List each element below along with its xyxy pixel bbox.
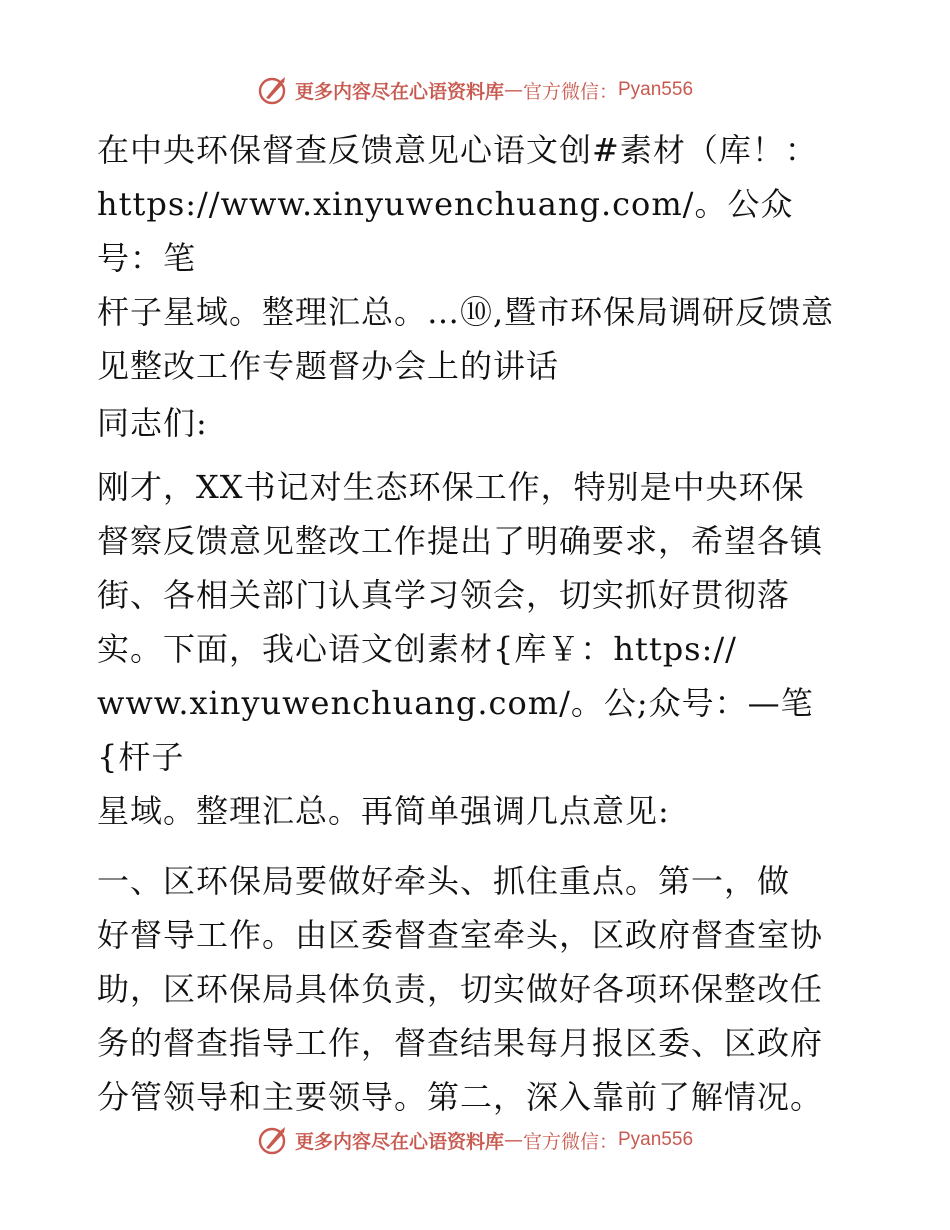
paragraph-line: 一、区环保局要做好牵头、抓住重点。第一，做 bbox=[97, 862, 791, 900]
banner-separator: — bbox=[503, 79, 523, 101]
banner-separator: — bbox=[503, 1129, 523, 1151]
banner-wechat-label: 官方微信： bbox=[522, 80, 618, 103]
greeting: 同志们: bbox=[97, 404, 208, 442]
paragraph-line: 督察反馈意见整改工作提出了明确要求，希望各镇 bbox=[97, 522, 824, 560]
title-line: https://www.xinyuwenchuang.com/。公众号：笔 bbox=[97, 185, 794, 277]
quill-logo-icon bbox=[257, 74, 289, 106]
title-line: 见整改工作专题督办会上的讲话 bbox=[97, 347, 560, 385]
paragraph-line: www.xinyuwenchuang.com/。公;众号：—笔{杆子 bbox=[97, 684, 814, 776]
banner-wechat-label: 官方微信： bbox=[522, 1130, 618, 1153]
paragraph-line: 分管领导和主要领导。第二，深入靠前了解情况。 bbox=[97, 1078, 824, 1116]
paragraph-line: 实。下面，我心语文创素材{库￥：https:// bbox=[97, 630, 737, 668]
paragraph-2 bbox=[97, 854, 857, 1124]
paragraph-line: 务的督查指导工作，督查结果每月报区委、区政府 bbox=[97, 1024, 824, 1062]
paragraph-line: 好督导工作。由区委督查室牵头，区政府督查室协 bbox=[97, 916, 824, 954]
banner-wechat-id: Pyan556 bbox=[618, 79, 694, 100]
footer-banner[interactable] bbox=[0, 1120, 950, 1160]
banner-wechat-id: Pyan556 bbox=[618, 1129, 694, 1150]
paragraph-1 bbox=[97, 460, 857, 838]
quill-logo-icon bbox=[257, 1124, 289, 1156]
banner-text: 更多内容尽在心语资料库 bbox=[294, 1130, 504, 1153]
title-line: 在中央环保督查反馈意见心语文创#素材（库！： bbox=[97, 131, 818, 169]
title-line: 杆子星域。整理汇总。…⑩,暨市环保局调研反馈意 bbox=[97, 293, 835, 331]
paragraph-line: 刚才，XX书记对生态环保工作，特别是中央环保 bbox=[97, 468, 805, 506]
header-banner[interactable] bbox=[0, 70, 950, 110]
banner-text: 更多内容尽在心语资料库 bbox=[294, 80, 504, 103]
paragraph-line: 助，区环保局具体负责，切实做好各项环保整改任 bbox=[97, 970, 824, 1008]
paragraph-line: 星域。整理汇总。再简单强调几点意见: bbox=[97, 792, 670, 830]
document-body bbox=[97, 123, 857, 1124]
paragraph-line: 街、各相关部门认真学习领会，切实抓好贯彻落 bbox=[97, 576, 791, 614]
document-title bbox=[97, 123, 857, 393]
